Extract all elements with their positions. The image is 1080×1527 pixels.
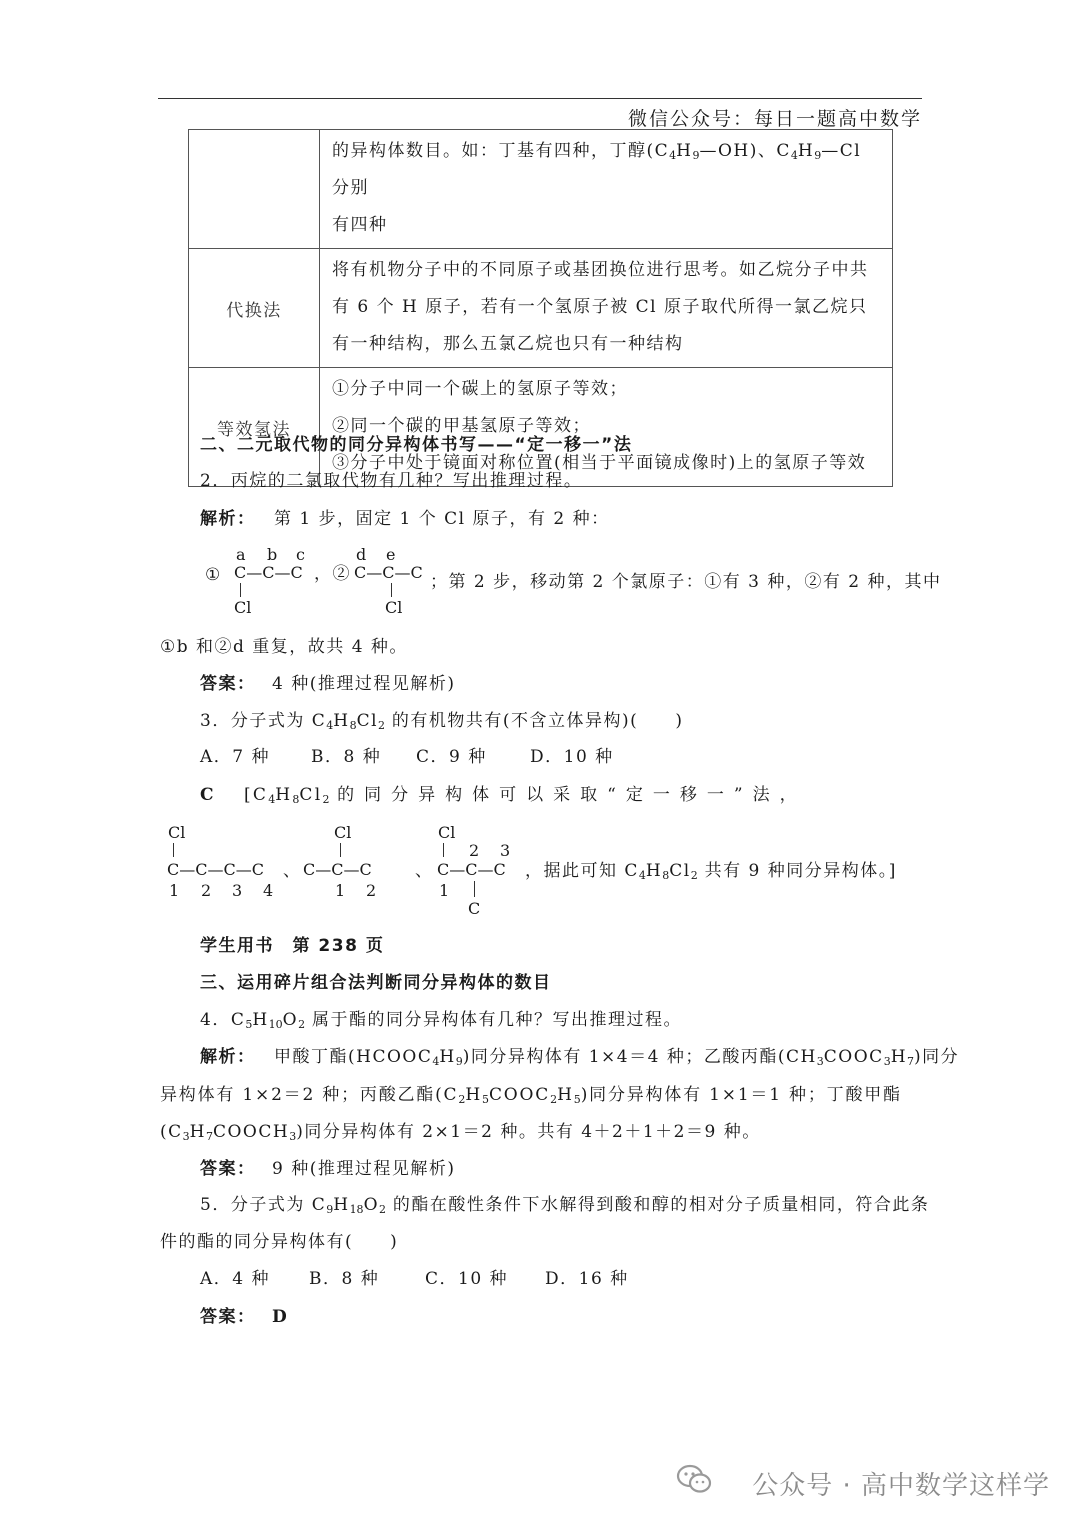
carbon-number: 1 <box>169 881 180 900</box>
header-title: 微信公众号：每日一题高中数学 <box>627 108 922 130</box>
option-b: B．8 种 <box>311 747 382 767</box>
table-row-text: 将有机物分子中的不同原子或基团换位进行思考。如乙烷分子中共有 6 个 H 原子，若有一个氢原子被 Cl 原子取代所得一氯乙烷只有一种结构，那么五氯乙烷也只有一种结构 <box>320 249 893 368</box>
answer-5: D <box>272 1307 289 1327</box>
option-d: D．10 种 <box>530 747 614 767</box>
carbon-number: 1 <box>439 881 450 900</box>
structure-1-number: ① <box>205 565 222 585</box>
analysis-label: 解析： <box>200 1047 256 1067</box>
table-row-label <box>189 130 320 249</box>
structure-1-letter: c <box>296 545 305 564</box>
structure-2-substituent: Cl <box>385 598 403 617</box>
analysis-step1: 第 1 步，固定 1 个 Cl 原子，有 2 种： <box>274 509 610 529</box>
carbon-number: 4 <box>263 881 274 900</box>
question-2: 2．丙烷的二氯取代物有几种？写出推理过程。 <box>200 471 583 491</box>
section2-heading: 二、二元取代物的同分异构体书写——“定一移一”法 <box>200 435 633 455</box>
analysis-4-line: 异构体有 1×2＝2 种；丙酸乙酯$(C_2H_5COOC_2H_5)$同分异构体有 1×1＝1 种；丁酸甲酯 <box>160 1085 902 1106</box>
structure-separator: ，② <box>314 564 351 584</box>
table-row-label: 等效氢法 <box>189 368 320 487</box>
header-rule <box>158 98 922 99</box>
answer-2: 4 种(推理过程见解析) <box>272 674 456 694</box>
structure-2-chain: C—C—C <box>354 563 423 582</box>
explanation-3-conclusion: ，据此可知 $C_4H_8Cl_2$ 共有 9 种同分异构体。] <box>525 861 897 882</box>
analysis-4-line: $(C_3H_7COOCH_3)$同分异构体有 2×1＝2 种。共有 4＋2＋1＋2＝9 种。 <box>160 1122 761 1143</box>
q3-structure-1-substituent: Cl <box>168 823 186 842</box>
structure-1-letter: b <box>267 545 278 564</box>
answer-4: 9 种(推理过程见解析) <box>272 1159 456 1179</box>
analysis-conclusion: ①b 和②d 重复，故共 4 种。 <box>160 637 408 657</box>
option-a: A．7 种 <box>200 747 270 767</box>
section3-heading: 三、运用碎片组合法判断同分异构体的数目 <box>200 973 552 993</box>
q3-structure-2-substituent: Cl <box>334 823 352 842</box>
option-b: B．8 种 <box>309 1269 380 1289</box>
carbon-number: 2 <box>469 841 480 860</box>
bond-line <box>391 583 392 597</box>
q3-structure-3-substituent: Cl <box>438 823 456 842</box>
table-row <box>189 368 893 487</box>
book-reference: 学生用书 第 238 页 <box>200 936 385 956</box>
question-4: 4．$C_5H_{10}O_2$ 属于酯的同分异构体有几种？写出推理过程。 <box>200 1010 682 1031</box>
q3-structure-1-chain: C—C—C—C <box>167 860 264 879</box>
carbon-number: 1 <box>335 881 346 900</box>
table-row <box>189 130 893 249</box>
table-row-text <box>320 368 893 487</box>
structure-2-letter: d <box>356 545 367 564</box>
answer-letter: C <box>200 785 216 805</box>
bond-line <box>240 583 241 597</box>
wechat-icon <box>676 1464 712 1494</box>
q3-structure-2-chain: C—C—C <box>303 860 372 879</box>
answer-label: 答案： <box>200 1159 256 1179</box>
question-5-cont: 件的酯的同分异构体有( ) <box>160 1232 399 1252</box>
list-item: ①分子中同一个碳上的氢原子等效； <box>332 379 628 399</box>
explanation-3: [$C_4H_8Cl_2$ 的 同 分 异 构 体 可 以 采 取 “ 定 一 移 一 ” 法 ， <box>244 785 799 806</box>
structure-1-chain: C—C—C <box>234 563 303 582</box>
carbon-number: 2 <box>201 881 212 900</box>
list-item: ③分子中处于镜面对称位置(相当于平面镜成像时)上的氢原子等效 <box>332 453 867 473</box>
bond-line <box>443 843 444 857</box>
q3-structure-3-chain: C—C—C <box>437 860 506 879</box>
structure-1-letter: a <box>236 545 246 564</box>
analysis-label: 解析： <box>200 509 256 529</box>
answer-label: 答案： <box>200 1307 256 1327</box>
structure-2-letter: e <box>386 545 396 564</box>
table-row-text: 的异构体数目。如：丁基有四种，丁醇$(C_4H_9—OH)$、$C_4H_9—Cl$ 分别 有四种 <box>320 130 893 249</box>
table-row-label: 代换法 <box>189 249 320 368</box>
structure-separator: 、 <box>415 861 434 881</box>
question-5: 5．分子式为 $C_9H_{18}O_2$ 的酯在酸性条件下水解得到酸和醇的相对分子质量相同，符合此条 <box>200 1195 930 1216</box>
carbon-number: 2 <box>366 881 377 900</box>
analysis-step2: ；第 2 步，移动第 2 个氯原子：①有 3 种，②有 2 种，其中 <box>430 572 942 592</box>
bond-line <box>474 881 475 897</box>
option-c: C．10 种 <box>425 1269 509 1289</box>
structure-1-substituent: Cl <box>234 598 252 617</box>
question-3: 3．分子式为 $C_4H_8Cl_2$ 的有机物共有(不含立体异构)( ) <box>200 711 684 732</box>
list-item: ②同一个碳的甲基氢原子等效； <box>332 416 591 436</box>
answer-label: 答案： <box>200 674 256 694</box>
carbon-number: 3 <box>232 881 243 900</box>
q3-structure-3-bottom: C <box>468 899 481 918</box>
structure-separator: 、 <box>283 861 302 881</box>
analysis-4-line: 甲酸丁酯$(HCOOC_4H_9)$同分异构体有 1×4＝4 种；乙酸丙酯$(CH_3COOC_3H_7)$同分 <box>274 1047 960 1068</box>
footer-watermark: 公众号 · 高中数学这样学 <box>752 1471 1050 1501</box>
carbon-number: 3 <box>500 841 511 860</box>
table-row <box>189 249 893 368</box>
bond-line <box>173 843 174 857</box>
option-c: C．9 种 <box>416 747 487 767</box>
option-d: D．16 种 <box>545 1269 629 1289</box>
option-a: A．4 种 <box>200 1269 270 1289</box>
bond-line <box>340 843 341 857</box>
